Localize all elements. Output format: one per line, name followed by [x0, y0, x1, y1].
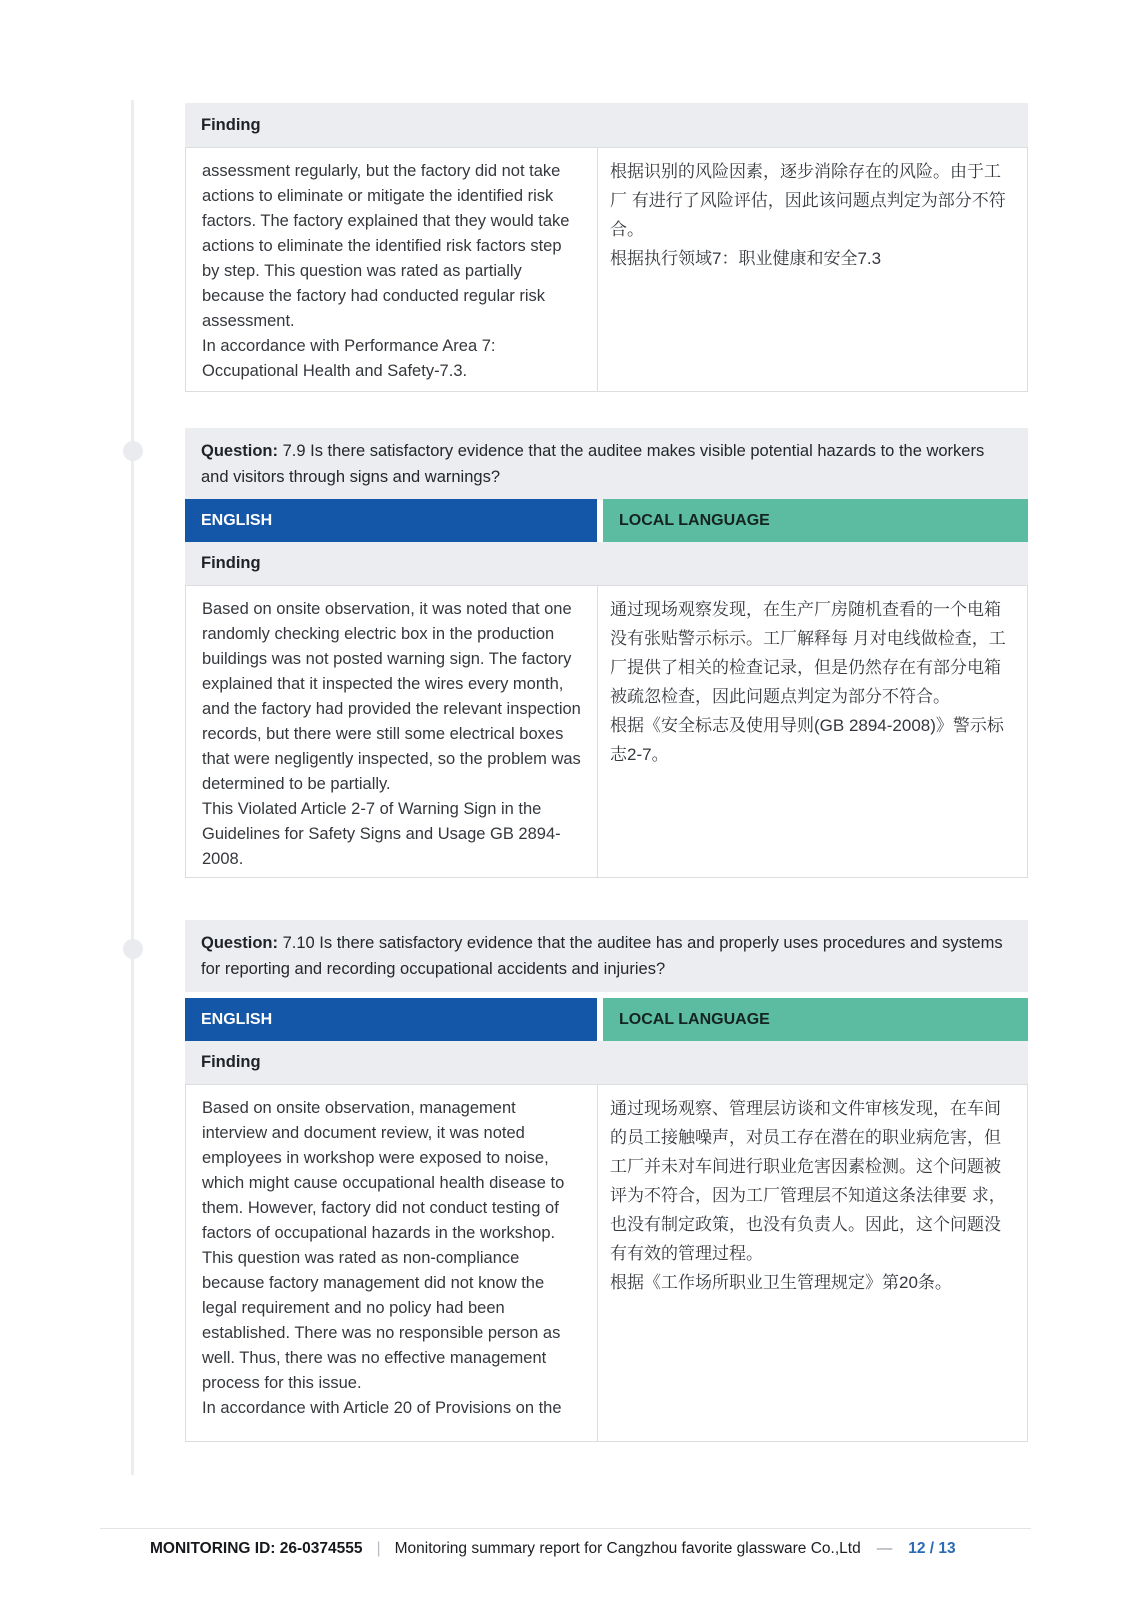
english-column-header: ENGLISH [185, 499, 597, 542]
finding-paragraph-en: assessment regularly, but the factory did not take actions to eliminate or mitigate the identified risk factors. The factory explained that they would take actions to eliminate the identified risk factors step by step. This question was rated as partially because the factory had conducted regular risk assessment. [202, 162, 570, 330]
finding-section-continued [185, 147, 1028, 392]
finding-paragraph-local: 根据识别的风险因素，逐步消除存在的风险。由于工厂 有进行了风险评估，因此该问题点判定为部分不符合。 [610, 162, 1006, 239]
finding-paragraph-local: 根据《工作场所职业卫生管理规定》第20条。 [610, 1273, 952, 1292]
finding-section-7-9 [185, 585, 1028, 878]
english-column-header: ENGLISH [185, 998, 597, 1041]
question-7-9 [185, 428, 1028, 500]
report-title: Monitoring summary report for Cangzhou favorite glassware Co.,Ltd [394, 1540, 861, 1557]
finding-section-7-10 [185, 1084, 1028, 1442]
local-language-column-header: LOCAL LANGUAGE [603, 499, 1028, 542]
finding-english-cell [186, 148, 598, 391]
finding-paragraph-en: Based on onsite observation, it was noted that one randomly checking electric box in the production buildings was not posted warning sign. The factory explained that it inspected the wires every month, and the factory had provided the relevant inspection records, but there were still some electrical boxes that were negligently inspected, so the problem was determined to be partially. [202, 600, 581, 793]
finding-paragraph-local: 通过现场观察发现，在生产厂房随机查看的一个电箱没有张贴警示标示。工厂解释每 月对电线做检查，工厂提供了相关的检查记录，但是仍然存在有部分电箱被疏忽检查，因此问题点判定为部分不符合。 [610, 600, 1006, 706]
finding-paragraph-en: This Violated Article 2-7 of Warning Sign in the Guidelines for Safety Signs and Usage GB 2894-2008. [202, 800, 561, 868]
question-7-10 [185, 920, 1028, 992]
question-text: 7.9 Is there satisfactory evidence that the auditee makes visible potential hazards to the workers and visitors through signs and warnings? [201, 442, 985, 486]
language-header-row [185, 499, 1028, 542]
finding-paragraph-en: In accordance with Article 20 of Provisions on the [202, 1399, 562, 1417]
monitoring-id: MONITORING ID: 26-0374555 [150, 1540, 363, 1557]
timeline-line [131, 100, 134, 1475]
question-label: Question: [201, 442, 278, 460]
finding-local-cell [598, 148, 1027, 391]
finding-local-cell [598, 1085, 1027, 1441]
finding-header: Finding [185, 1041, 1028, 1084]
finding-paragraph-en: Based on onsite observation, management interview and document review, it was noted employees in workshop were exposed to noise, which might cause occupational health disease to them. However, factory did not conduct testing of factors of occupational hazards in the workshop. This question was rated as non-compliance because factory management did not know the legal requirement and no policy had been established. There was no responsible person as well. Thus, there was no effective management process for this issue. [202, 1099, 565, 1392]
finding-paragraph-local: 通过现场观察、管理层访谈和文件审核发现，在车间的员工接触噪声，对员工存在潜在的职业病危害，但工厂并未对车间进行职业危害因素检测。这个问题被评为不符合，因为工厂管理层不知道这条法律要 求，也没有制定政策，也没有负责人。因此，这个问题没有有效的管理过程。 [610, 1099, 1006, 1263]
finding-paragraph-local: 根据《安全标志及使用导则(GB 2894-2008)》警示标志2-7。 [610, 716, 1004, 764]
footer [150, 1540, 956, 1558]
page-number: 12 / 13 [908, 1540, 956, 1557]
local-language-column-header: LOCAL LANGUAGE [603, 998, 1028, 1041]
footer-divider [100, 1528, 1031, 1529]
footer-separator: | [376, 1540, 381, 1557]
question-text: 7.10 Is there satisfactory evidence that the auditee has and properly uses procedures and systems for reporting and recording occupational accidents and injuries? [201, 934, 1003, 978]
footer-dash: — [876, 1540, 893, 1557]
finding-paragraph-en: In accordance with Performance Area 7: Occupational Health and Safety-7.3. [202, 337, 496, 380]
finding-header: Finding [185, 542, 1028, 585]
finding-local-cell [598, 586, 1027, 877]
finding-english-cell [186, 586, 598, 877]
timeline-dot [123, 441, 143, 461]
finding-english-cell [186, 1085, 598, 1441]
timeline-dot [123, 939, 143, 959]
question-label: Question: [201, 934, 278, 952]
finding-header: Finding [185, 103, 1028, 147]
finding-paragraph-local: 根据执行领域7：职业健康和安全7.3 [610, 249, 882, 268]
language-header-row [185, 998, 1028, 1041]
